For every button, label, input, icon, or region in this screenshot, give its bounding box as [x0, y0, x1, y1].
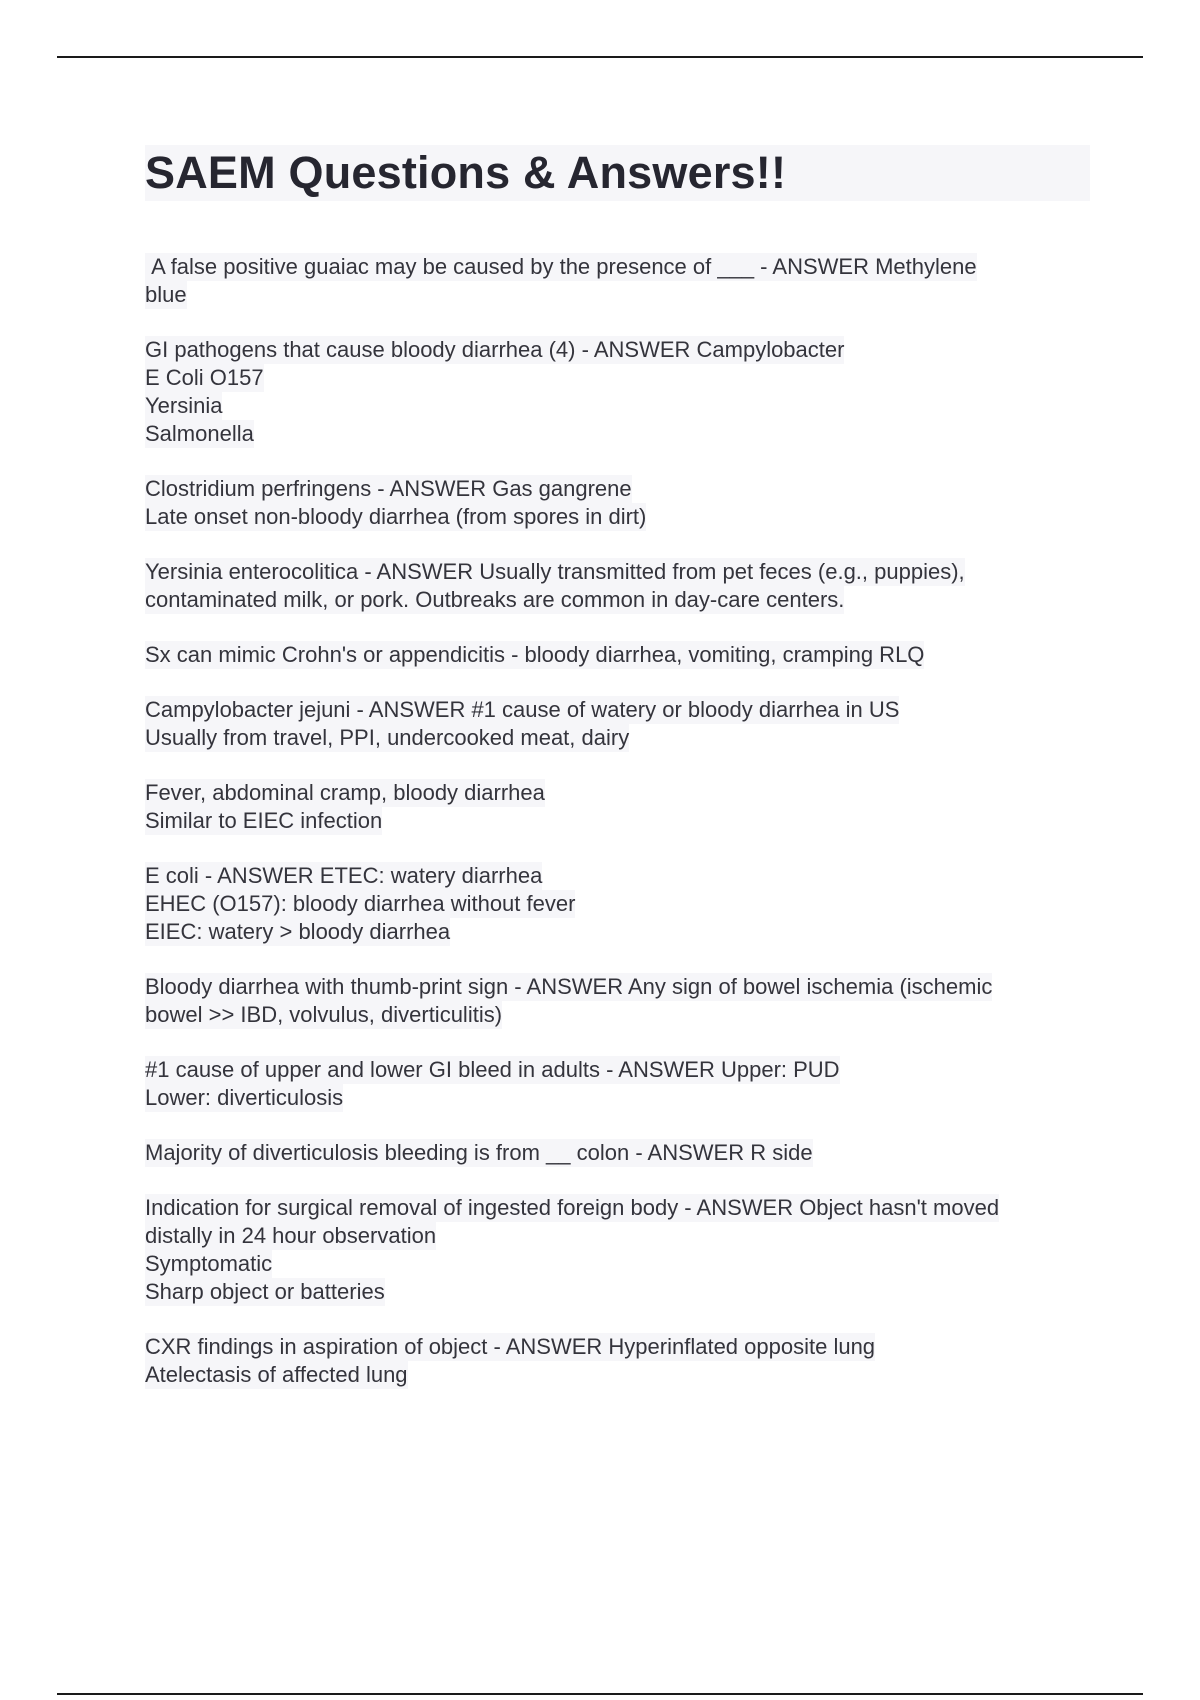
- qa-entry: [145, 558, 1090, 614]
- qa-line: Fever, abdominal cramp, bloody diarrhea: [145, 780, 545, 805]
- qa-line: A false positive guaiac may be caused by the presence of ___ - ANSWER Methylene: [145, 254, 977, 279]
- qa-line: #1 cause of upper and lower GI bleed in adults - ANSWER Upper: PUD: [145, 1057, 840, 1082]
- qa-line: Bloody diarrhea with thumb-print sign - ANSWER Any sign of bowel ischemia (ischemic: [145, 974, 993, 999]
- qa-entry: [145, 475, 1090, 531]
- qa-entry: [145, 696, 1090, 752]
- qa-line: bowel >> IBD, volvulus, diverticulitis): [145, 1002, 503, 1027]
- qa-line: Yersinia: [145, 393, 223, 418]
- qa-line: Sharp object or batteries: [145, 1279, 385, 1304]
- qa-line: Late onset non-bloody diarrhea (from spores in dirt): [145, 504, 647, 529]
- qa-line: Symptomatic: [145, 1251, 273, 1276]
- qa-line: E Coli O157: [145, 365, 264, 390]
- qa-line: Campylobacter jejuni - ANSWER #1 cause of watery or bloody diarrhea in US: [145, 697, 900, 722]
- qa-line: EHEC (O157): bloody diarrhea without fever: [145, 891, 576, 916]
- qa-line: GI pathogens that cause bloody diarrhea (4) - ANSWER Campylobacter: [145, 337, 845, 362]
- qa-entry: [145, 1333, 1090, 1389]
- qa-line: Clostridium perfringens - ANSWER Gas gangrene: [145, 476, 632, 501]
- qa-entry: [145, 973, 1090, 1029]
- qa-line: Yersinia enterocolitica - ANSWER Usually transmitted from pet feces (e.g., puppies),: [145, 559, 965, 584]
- qa-entry: [145, 1194, 1090, 1306]
- header-rule: [57, 56, 1143, 58]
- qa-entry: [145, 336, 1090, 448]
- qa-entry: [145, 862, 1090, 946]
- qa-line: CXR findings in aspiration of object - ANSWER Hyperinflated opposite lung: [145, 1334, 876, 1359]
- qa-line: Indication for surgical removal of ingested foreign body - ANSWER Object hasn't moved: [145, 1195, 1000, 1220]
- qa-line: distally in 24 hour observation: [145, 1223, 437, 1248]
- qa-line: contaminated milk, or pork. Outbreaks are common in day-care centers.: [145, 587, 845, 612]
- qa-line: Atelectasis of affected lung: [145, 1362, 408, 1387]
- qa-entry: [145, 1056, 1090, 1112]
- qa-line: Usually from travel, PPI, undercooked meat, dairy: [145, 725, 630, 750]
- document-body: [145, 145, 1090, 1416]
- document-title: SAEM Questions & Answers!!: [145, 145, 1090, 201]
- qa-entry: [145, 253, 1090, 309]
- qa-entry: [145, 779, 1090, 835]
- footer-rule: [57, 1693, 1143, 1695]
- qa-line: E coli - ANSWER ETEC: watery diarrhea: [145, 863, 543, 888]
- qa-line: EIEC: watery > bloody diarrhea: [145, 919, 451, 944]
- qa-list: [145, 253, 1090, 1389]
- qa-line: Sx can mimic Crohn's or appendicitis - bloody diarrhea, vomiting, cramping RLQ: [145, 642, 925, 667]
- qa-line: Salmonella: [145, 421, 254, 446]
- qa-line: Similar to EIEC infection: [145, 808, 383, 833]
- qa-line: Majority of diverticulosis bleeding is from __ colon - ANSWER R side: [145, 1140, 813, 1165]
- qa-entry: [145, 641, 1090, 669]
- qa-entry: [145, 1139, 1090, 1167]
- qa-line: Lower: diverticulosis: [145, 1085, 344, 1110]
- qa-line: blue: [145, 282, 187, 307]
